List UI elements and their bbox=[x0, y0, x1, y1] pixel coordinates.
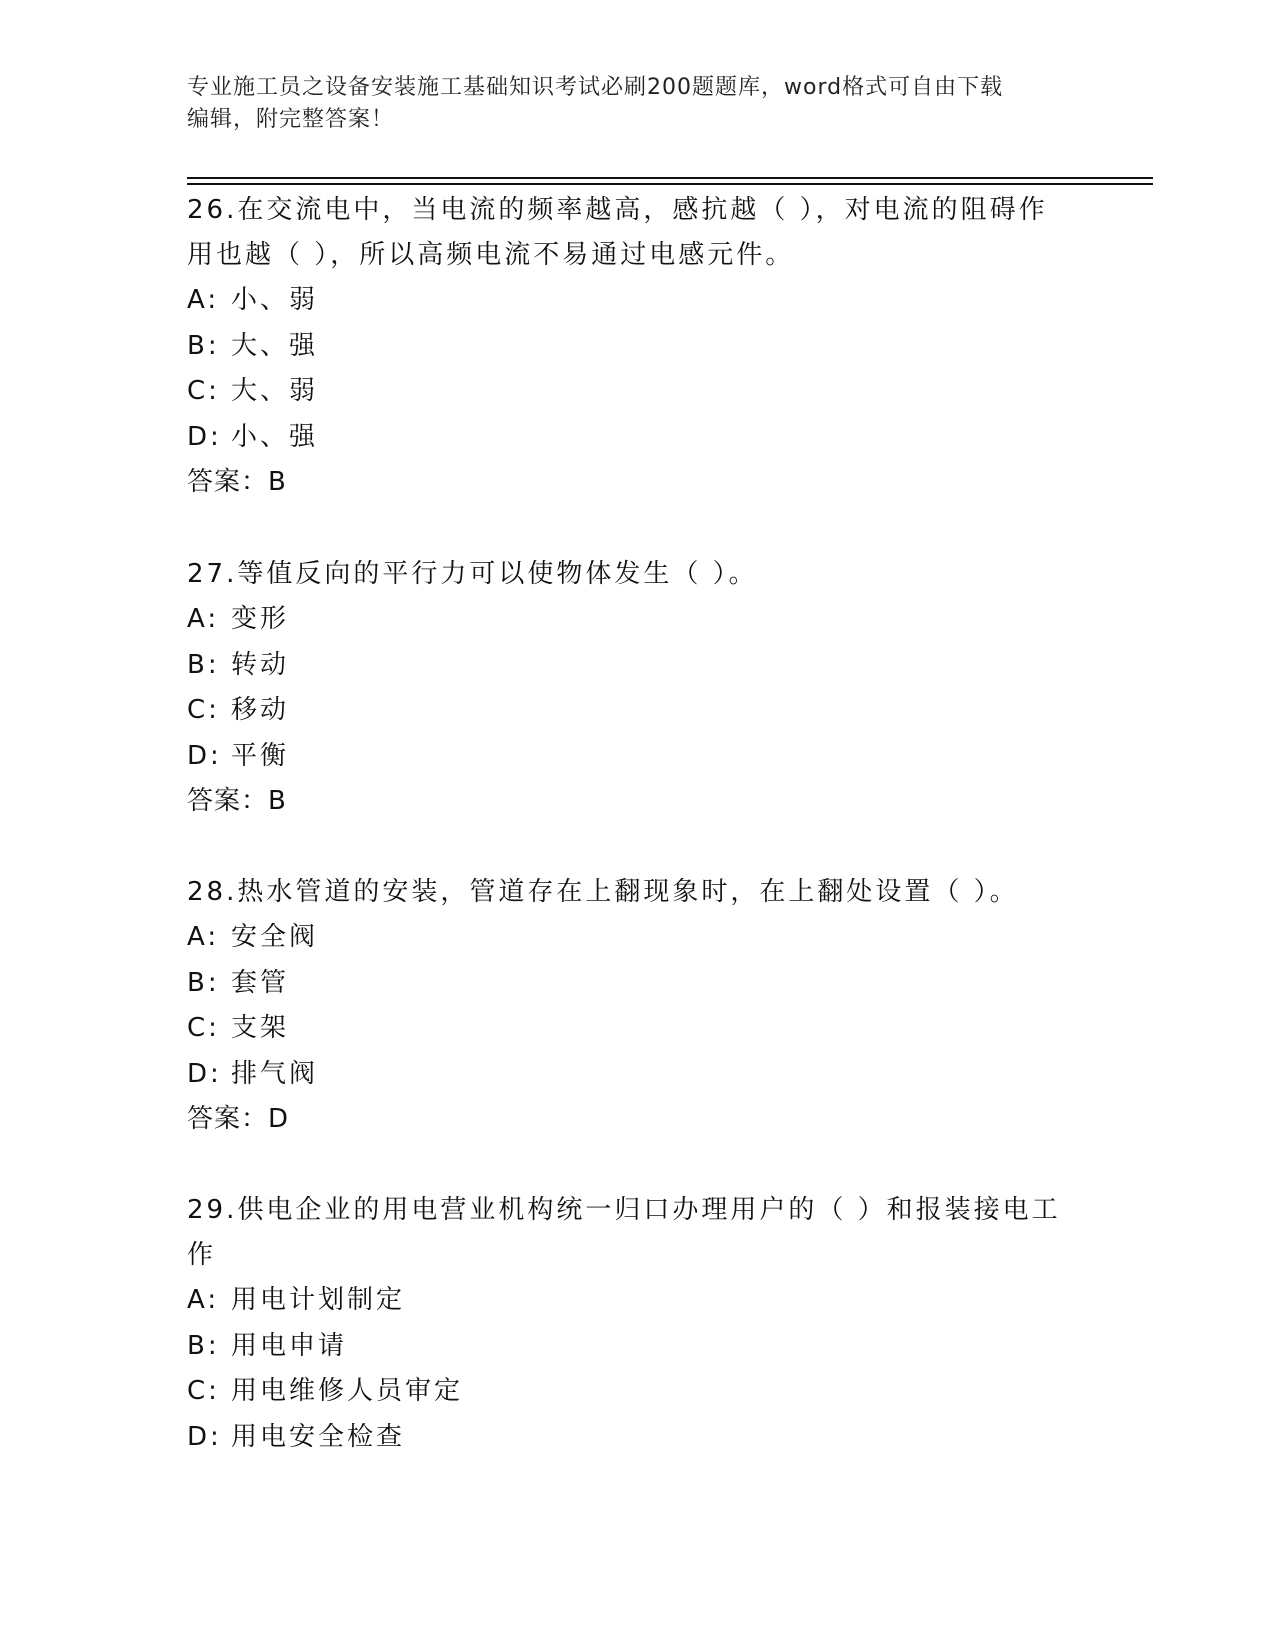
option-a bbox=[187, 278, 1067, 324]
option-a bbox=[187, 915, 1067, 961]
option-text: 用电申请 bbox=[231, 1330, 348, 1361]
option-key: A: bbox=[187, 604, 220, 634]
option-key: B: bbox=[187, 330, 220, 361]
option-a bbox=[187, 597, 1067, 643]
answer-line bbox=[187, 1097, 1067, 1142]
answer-value: B bbox=[268, 467, 287, 497]
answer-label: 答案： bbox=[187, 467, 269, 497]
option-b bbox=[187, 961, 1067, 1007]
answer-value: B bbox=[268, 786, 287, 816]
option-key: A: bbox=[187, 1285, 220, 1315]
option-key: B: bbox=[187, 967, 220, 998]
question-stem-line: 26.在交流电中，当电流的频率越高，感抗越（ ），对电流的阻碍作 bbox=[187, 195, 1048, 225]
option-text: 转动 bbox=[231, 649, 290, 680]
option-text: 大、强 bbox=[231, 330, 319, 361]
option-text: 安全阀 bbox=[231, 922, 319, 952]
option-d bbox=[187, 734, 1067, 780]
option-c bbox=[187, 1006, 1067, 1052]
question-28 bbox=[187, 870, 1067, 1142]
option-text: 平衡 bbox=[231, 740, 290, 771]
option-key: C: bbox=[187, 376, 220, 406]
option-key: C: bbox=[187, 1376, 220, 1406]
option-text: 支架 bbox=[231, 1013, 290, 1043]
option-c bbox=[187, 369, 1067, 415]
option-text: 小、弱 bbox=[231, 285, 319, 315]
answer-label: 答案： bbox=[187, 1104, 269, 1134]
header-divider-bottom bbox=[187, 183, 1153, 185]
option-b bbox=[187, 643, 1067, 689]
option-key: A: bbox=[187, 922, 220, 952]
option-key: B: bbox=[187, 1330, 220, 1361]
option-text: 用电计划制定 bbox=[231, 1285, 406, 1315]
option-text: 大、弱 bbox=[231, 376, 319, 406]
header-divider-top bbox=[187, 177, 1153, 179]
option-d bbox=[187, 415, 1067, 461]
option-key: D: bbox=[187, 740, 222, 771]
answer-label: 答案： bbox=[187, 786, 269, 816]
answer-value: D bbox=[268, 1104, 290, 1134]
option-text: 套管 bbox=[231, 967, 290, 998]
option-text: 用电安全检查 bbox=[231, 1421, 406, 1452]
question-stem-line: 用也越（ ），所以高频电流不易通过电感元件。 bbox=[187, 240, 795, 270]
question-29 bbox=[187, 1188, 1067, 1460]
option-text: 排气阀 bbox=[231, 1058, 319, 1089]
option-d bbox=[187, 1052, 1067, 1098]
option-text: 变形 bbox=[231, 604, 290, 634]
option-a bbox=[187, 1278, 1067, 1324]
option-c bbox=[187, 688, 1067, 734]
option-text: 小、强 bbox=[231, 421, 319, 452]
option-b bbox=[187, 324, 1067, 370]
answer-line bbox=[187, 779, 1067, 824]
question-27 bbox=[187, 552, 1067, 824]
document-header bbox=[187, 72, 1067, 136]
question-stem-line: 29.供电企业的用电营业机构统一归口办理用户的（ ）和报装接电工 bbox=[187, 1195, 1061, 1225]
option-key: D: bbox=[187, 1058, 222, 1089]
answer-line bbox=[187, 460, 1067, 505]
option-text: 移动 bbox=[231, 695, 290, 725]
question-stem-line: 作 bbox=[187, 1240, 217, 1270]
question-26 bbox=[187, 188, 1067, 505]
option-key: A: bbox=[187, 285, 220, 315]
option-b bbox=[187, 1324, 1067, 1370]
option-key: B: bbox=[187, 649, 220, 680]
header-title-line2: 编辑，附完整答案！ bbox=[187, 107, 395, 132]
option-key: D: bbox=[187, 421, 222, 452]
option-key: C: bbox=[187, 695, 220, 725]
question-stem-line: 28.热水管道的安装，管道存在上翻现象时，在上翻处设置（ ）。 bbox=[187, 877, 1019, 907]
header-title-line1: 专业施工员之设备安装施工基础知识考试必刷200题题库，word格式可自由下载 bbox=[187, 75, 1004, 100]
question-stem-line: 27.等值反向的平行力可以使物体发生（ ）。 bbox=[187, 559, 758, 589]
option-key: D: bbox=[187, 1421, 222, 1452]
option-c bbox=[187, 1369, 1067, 1415]
option-d bbox=[187, 1415, 1067, 1461]
option-text: 用电维修人员审定 bbox=[231, 1376, 464, 1406]
option-key: C: bbox=[187, 1013, 220, 1043]
